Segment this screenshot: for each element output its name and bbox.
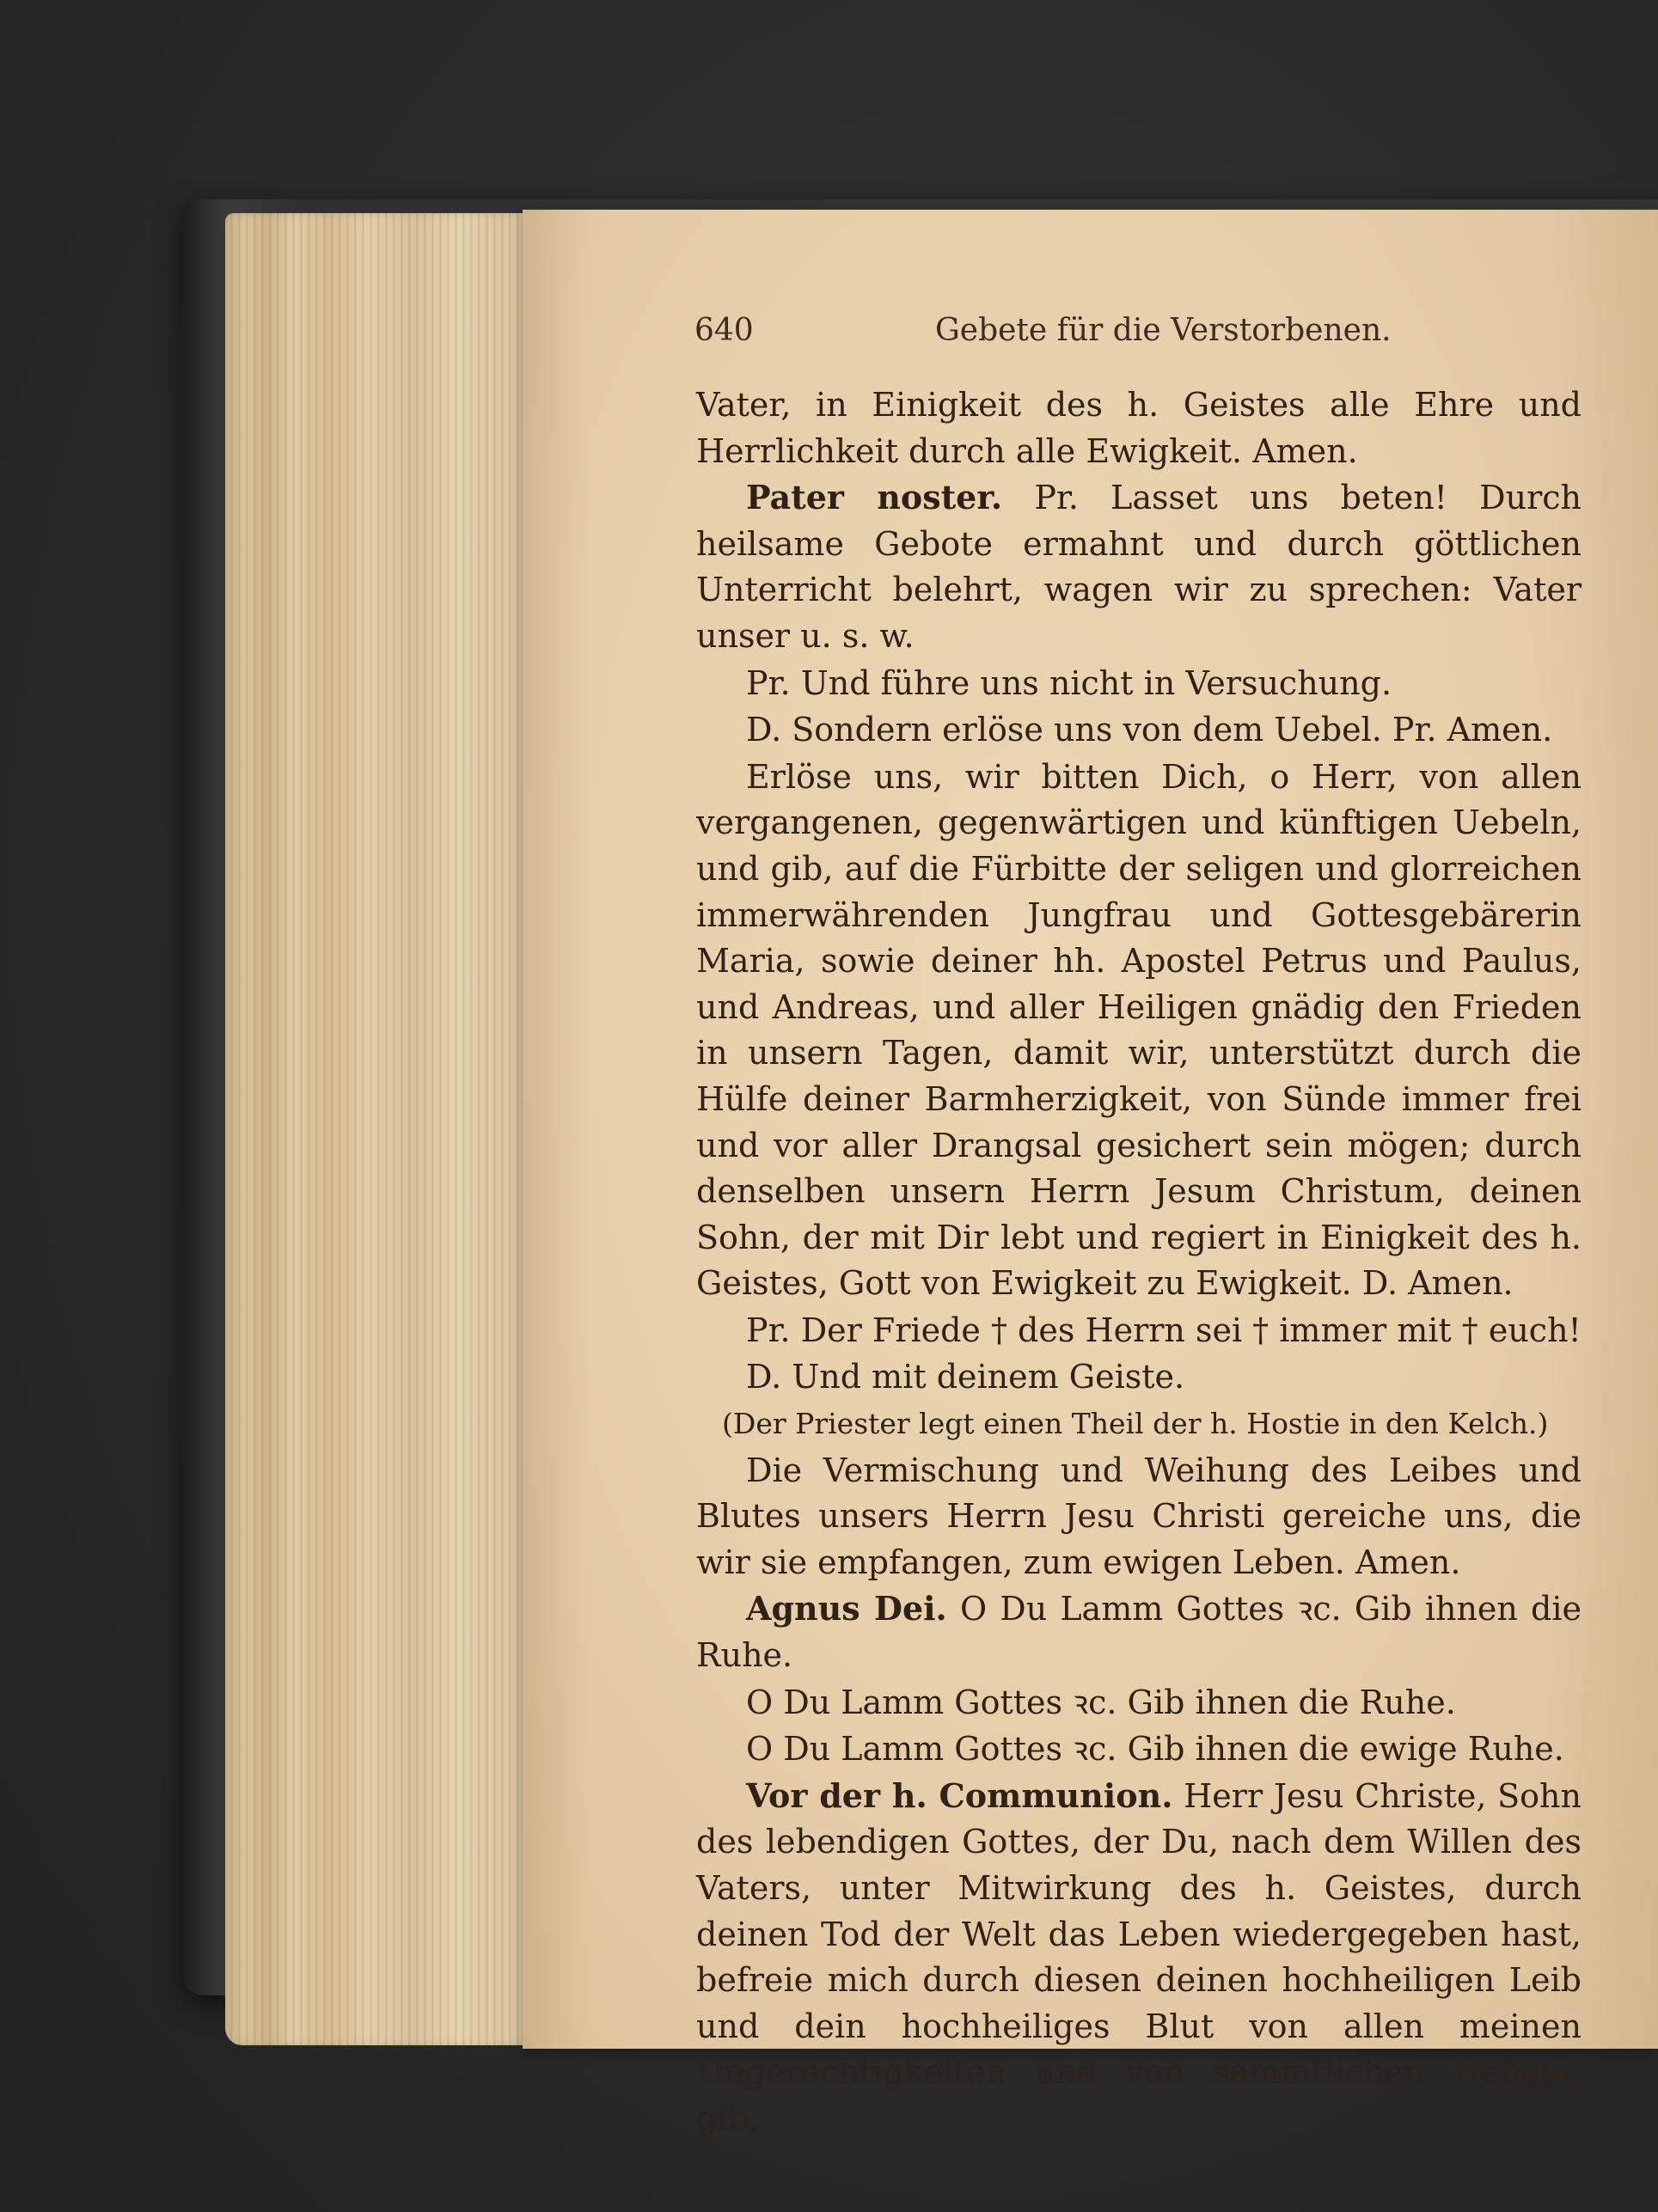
paragraph	[696, 1773, 1582, 2142]
paragraph-text: Die Vermischung und Weihung des Leibes und Blutes unsers Herrn Jesu Christi gereiche uns, die wir sie empfangen, zum ewigen Leben. Amen.	[696, 1451, 1582, 1581]
paragraph	[696, 1586, 1582, 1678]
paragraph-text: D. Sondern erlöse uns von dem Uebel. Pr. Amen.	[746, 711, 1553, 749]
paragraph-text: O Du Lamm Gottes ꝛc. Gib ihnen die Ruhe.	[746, 1683, 1456, 1721]
paragraph	[696, 1726, 1582, 1773]
running-head: Gebete für die Verstorbenen.	[935, 313, 1392, 348]
paragraph-text: Pr. Und führe uns nicht in Versuchung.	[746, 663, 1392, 702]
paragraph-heading: Agnus Dei.	[746, 1589, 947, 1628]
page-number: 640	[694, 313, 754, 348]
paragraph-text: (Der Priester legt einen Theil der h. Hostie in den Kelch.)	[722, 1407, 1549, 1441]
paragraph-text: O Du Lamm Gottes ꝛc. Gib ihnen die Ruhe.	[696, 1590, 1582, 1675]
paragraph	[696, 1307, 1582, 1354]
paragraph	[696, 1679, 1582, 1726]
paragraph-text: O Du Lamm Gottes ꝛc. Gib ihnen die ewige Ruhe.	[746, 1730, 1564, 1769]
paragraph-heading: Pater noster.	[746, 478, 1003, 517]
paragraph-text: Pr. Der Friede † des Herrn sei † immer mit † euch!	[746, 1311, 1582, 1349]
book-page	[523, 210, 1658, 2137]
page-edges	[225, 213, 569, 2045]
paragraph-text: Herr Jesu Christe, Sohn des lebendigen Gottes, der Du, nach dem Willen des Vaters, unter Mitwirkung des h. Geistes, durch deinen Tod der Welt das Leben wiedergegeben hast, befreie mich durch diesen deinen hochheiligen Leib und dein hochheiliges Blut von allen meinen Ungerechtigkeiten und von sämmtlichen Uebeln, gib,	[696, 1776, 1582, 2137]
paragraph	[696, 474, 1582, 659]
paragraph	[696, 754, 1582, 1307]
paragraph-text: D. Und mit deinem Geiste.	[746, 1358, 1185, 1396]
text-block	[696, 382, 1582, 2142]
rubric	[696, 1401, 1582, 1447]
paragraph	[696, 1447, 1582, 1586]
paragraph-text: Vater, in Einigkeit des h. Geistes alle Ehre und Herrlichkeit durch alle Ewigkeit. Amen.	[696, 386, 1582, 470]
paragraph	[696, 382, 1582, 474]
paragraph-text: Pr. Lasset uns beten! Durch heilsame Gebote ermahnt und durch göttlichen Unterricht belehrt, wagen wir zu sprechen: Vater unser u. s. w.	[696, 479, 1582, 655]
paragraph	[696, 660, 1582, 707]
paragraph-heading: Vor der h. Communion.	[746, 1775, 1173, 1815]
paragraph	[696, 706, 1582, 754]
paragraph-text: Erlöse uns, wir bitten Dich, o Herr, von allen vergangenen, gegenwärtigen und künftigen Uebeln, und gib, auf die Fürbitte der seligen und glorreichen immerwährenden Jungfrau und Gottesgebärerin Maria, sowie deiner hh. Apostel Petrus und Paulus, und Andreas, und aller Heiligen gnädig den Frieden in unsern Tagen, damit wir, unterstützt durch die Hülfe deiner Barmherzigkeit, von Sünde immer frei und vor aller Drangsal gesichert sein mögen; durch denselben unsern Herrn Jesum Christum, deinen Sohn, der mit Dir lebt und regiert in Einigkeit des h. Geistes, Gott von Ewigkeit zu Ewigkeit. D. Amen.	[696, 757, 1582, 1303]
paragraph	[696, 1353, 1582, 1401]
